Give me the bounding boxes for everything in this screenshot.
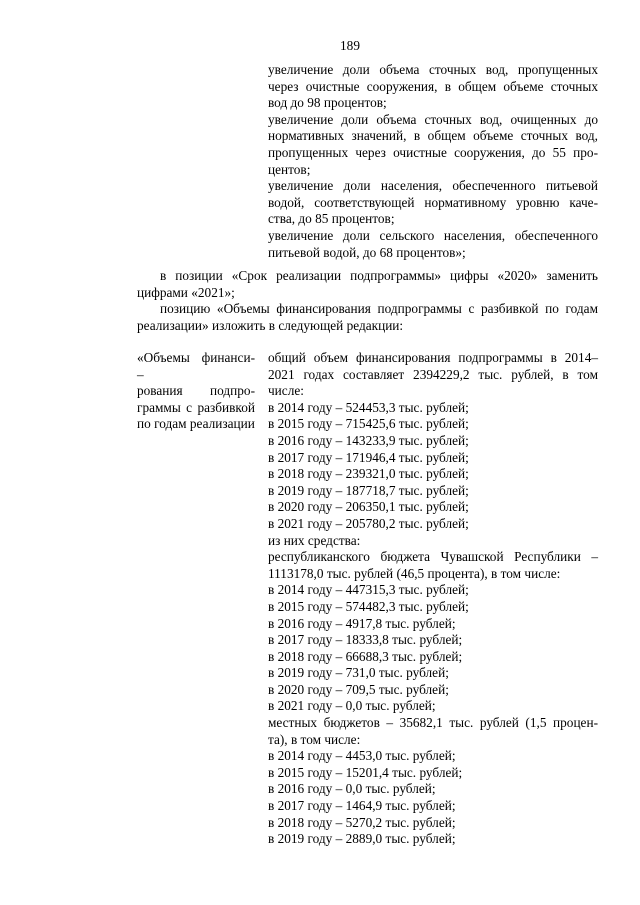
left-cell-line: «Объемы финанси- –	[137, 350, 255, 382]
right-cell-line: из них средства:	[268, 532, 361, 548]
top-text-line: пропущенных через очистные сооружения, до 55 про-	[268, 144, 598, 160]
page-number: 189	[340, 38, 360, 53]
paragraph-financing-line-1: позицию «Объемы финансирования подпрограммы с разбивкой по годам	[160, 301, 598, 316]
top-text-line: вод до 98 процентов;	[268, 95, 387, 111]
top-text-line: водой, соответствующей нормативному уровню каче-	[268, 194, 598, 210]
top-text-line: увеличение доли объема сточных вод, очищенных до	[268, 111, 598, 127]
right-cell-line: в 2016 году – 4917,8 тыс. рублей;	[268, 615, 456, 631]
top-text-line: увеличение доли населения, обеспеченного питьевой	[268, 178, 598, 194]
paragraph-deadline-line-1: в позиции «Срок реализации подпрограммы» цифры «2020» заменить	[160, 268, 598, 283]
top-text-line: питьевой водой, до 68 процентов»;	[268, 244, 466, 260]
right-cell-line: в 2021 году – 0,0 тыс. рублей;	[268, 698, 436, 714]
right-cell-line: в 2014 году – 524453,3 тыс. рублей;	[268, 399, 469, 415]
top-text-line: ства, до 85 процентов;	[268, 211, 395, 227]
right-cell-line: в 2016 году – 143233,9 тыс. рублей;	[268, 432, 469, 448]
paragraph-deadline	[137, 268, 598, 301]
top-text-line: увеличение доли объема сточных вод, пропущенных	[268, 62, 598, 77]
right-cell-line: в 2018 году – 239321,0 тыс. рублей;	[268, 466, 469, 482]
right-cell-line: в 2018 году – 5270,2 тыс. рублей;	[268, 814, 456, 830]
top-text-line: нормативных значений, в общем объеме сточных вод,	[268, 128, 598, 144]
paragraph-financing	[137, 301, 598, 334]
left-cell-line: рования подпро-	[137, 383, 255, 399]
right-cell-line: 1113178,0 тыс. рублей (46,5 процента), в том числе:	[268, 565, 561, 581]
right-cell-line: общий объем финансирования подпрограммы в 2014–	[268, 350, 598, 365]
right-cell-line: в 2019 году – 731,0 тыс. рублей;	[268, 665, 449, 681]
right-cell-line: в 2017 году – 1464,9 тыс. рублей;	[268, 798, 456, 814]
right-cell-line: в 2017 году – 18333,8 тыс. рублей;	[268, 632, 463, 648]
left-cell-line: граммы с разбивкой	[137, 399, 255, 415]
top-text-line: увеличение доли сельского населения, обеспеченного	[268, 227, 598, 243]
right-cell-line: та), в том числе:	[268, 731, 361, 747]
right-cell-line: в 2014 году – 447315,3 тыс. рублей;	[268, 582, 469, 598]
right-cell-line: в 2014 году – 4453,0 тыс. рублей;	[268, 748, 456, 764]
right-cell-line: в 2015 году – 15201,4 тыс. рублей;	[268, 764, 463, 780]
right-cell-line: в 2019 году – 2889,0 тыс. рублей;	[268, 831, 456, 847]
right-cell-line: числе:	[268, 383, 304, 399]
right-cell-line: в 2016 году – 0,0 тыс. рублей;	[268, 781, 436, 797]
right-cell-line: в 2020 году – 709,5 тыс. рублей;	[268, 681, 449, 697]
right-cell-line: в 2015 году – 574482,3 тыс. рублей;	[268, 598, 469, 614]
top-text-block	[268, 62, 598, 261]
right-cell-line: 2021 годах составляет 2394229,2 тыс. рублей, в том	[268, 366, 598, 382]
right-cell-line: в 2015 году – 715425,6 тыс. рублей;	[268, 416, 469, 432]
paragraph-deadline-line-2: цифрами «2021»;	[137, 284, 235, 300]
right-cell-line: в 2018 году – 66688,3 тыс. рублей;	[268, 648, 463, 664]
right-cell-line: в 2021 году – 205780,2 тыс. рублей;	[268, 515, 469, 531]
left-cell-line: по годам реализации	[137, 416, 255, 432]
table-left-cell	[137, 350, 255, 433]
top-text-line: через очистные сооружения, в общем объеме сточных	[268, 78, 598, 94]
right-cell-line: в 2019 году – 187718,7 тыс. рублей;	[268, 482, 469, 498]
right-cell-line: местных бюджетов – 35682,1 тыс. рублей (1,5 процен-	[268, 715, 598, 731]
top-text-line: центов;	[268, 161, 311, 177]
right-cell-line: республиканского бюджета Чувашской Республики –	[268, 549, 598, 565]
table-right-cell	[268, 350, 598, 848]
right-cell-line: в 2017 году – 171946,4 тыс. рублей;	[268, 449, 469, 465]
paragraph-financing-line-2: реализации» изложить в следующей редакции:	[137, 317, 404, 333]
right-cell-line: в 2020 году – 206350,1 тыс. рублей;	[268, 499, 469, 515]
